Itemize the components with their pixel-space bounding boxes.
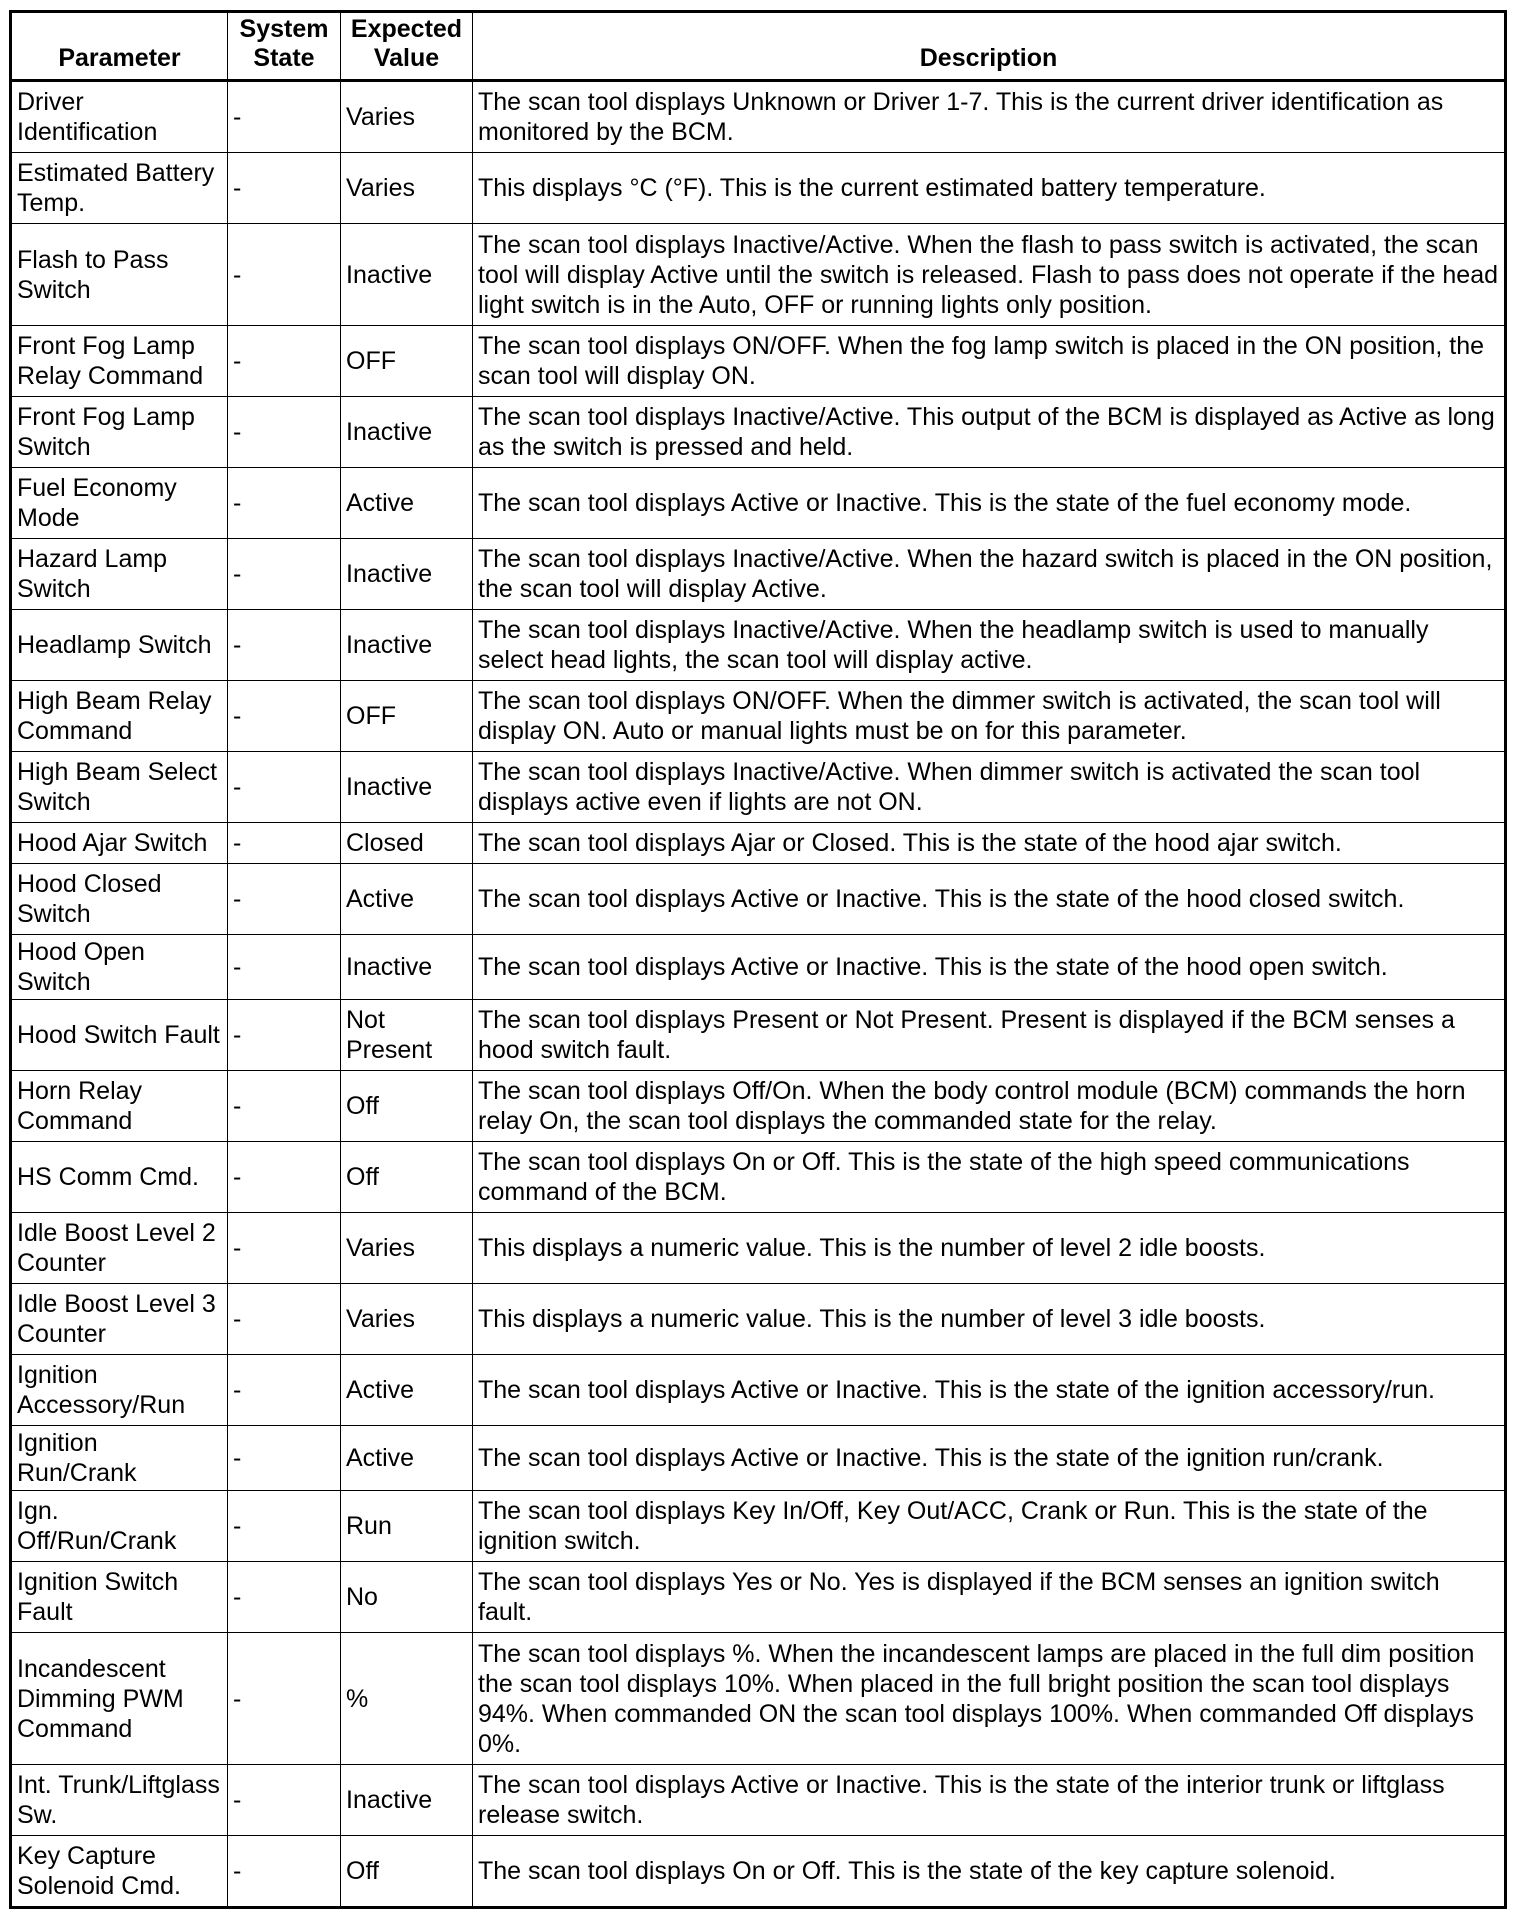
cell-description: The scan tool displays Unknown or Driver 1-7. This is the current driver identification as monitored by the BCM.	[473, 81, 1506, 153]
cell-parameter: Ignition Accessory/Run	[11, 1355, 228, 1426]
cell-description: The scan tool displays Inactive/Active. When the hazard switch is placed in the ON position, the scan tool will display Active.	[473, 539, 1506, 610]
cell-expected-value: No	[341, 1562, 473, 1633]
cell-expected-value: Off	[341, 1836, 473, 1908]
table-row	[11, 1213, 1506, 1284]
table-row	[11, 224, 1506, 326]
cell-system-state: -	[228, 81, 341, 153]
cell-parameter: HS Comm Cmd.	[11, 1142, 228, 1213]
cell-system-state: -	[228, 935, 341, 1000]
cell-expected-value: Not Present	[341, 1000, 473, 1071]
cell-description: The scan tool displays Active or Inactive. This is the state of the ignition run/crank.	[473, 1426, 1506, 1491]
cell-expected-value: Inactive	[341, 610, 473, 681]
cell-parameter: Flash to Pass Switch	[11, 224, 228, 326]
cell-parameter: Hood Closed Switch	[11, 864, 228, 935]
cell-description: The scan tool displays ON/OFF. When the dimmer switch is activated, the scan tool will display ON. Auto or manual lights must be on for this parameter.	[473, 681, 1506, 752]
cell-description: The scan tool displays Inactive/Active. When the headlamp switch is used to manually select head lights, the scan tool will display active.	[473, 610, 1506, 681]
table-row	[11, 1426, 1506, 1491]
table-row	[11, 468, 1506, 539]
table-row	[11, 1633, 1506, 1765]
table-row	[11, 823, 1506, 864]
table-row	[11, 1765, 1506, 1836]
cell-system-state: -	[228, 1000, 341, 1071]
table-row	[11, 1491, 1506, 1562]
cell-system-state: -	[228, 1426, 341, 1491]
cell-description: The scan tool displays Inactive/Active. When dimmer switch is activated the scan tool displays active even if lights are not ON.	[473, 752, 1506, 823]
cell-expected-value: Inactive	[341, 224, 473, 326]
cell-description: The scan tool displays Key In/Off, Key Out/ACC, Crank or Run. This is the state of the ignition switch.	[473, 1491, 1506, 1562]
cell-parameter: Hood Ajar Switch	[11, 823, 228, 864]
cell-description: The scan tool displays Active or Inactive. This is the state of the hood closed switch.	[473, 864, 1506, 935]
cell-expected-value: Off	[341, 1142, 473, 1213]
cell-parameter: High Beam Select Switch	[11, 752, 228, 823]
cell-parameter: Key Capture Solenoid Cmd.	[11, 1836, 228, 1908]
cell-parameter: Ignition Run/Crank	[11, 1426, 228, 1491]
cell-expected-value: Active	[341, 1355, 473, 1426]
table-row	[11, 1562, 1506, 1633]
table-row	[11, 1071, 1506, 1142]
table-row	[11, 610, 1506, 681]
cell-parameter: Estimated Battery Temp.	[11, 153, 228, 224]
cell-description: This displays a numeric value. This is the number of level 2 idle boosts.	[473, 1213, 1506, 1284]
table-row	[11, 1355, 1506, 1426]
cell-expected-value: Inactive	[341, 752, 473, 823]
table-row	[11, 1142, 1506, 1213]
cell-parameter: Ignition Switch Fault	[11, 1562, 228, 1633]
cell-system-state: -	[228, 1491, 341, 1562]
cell-system-state: -	[228, 752, 341, 823]
cell-system-state: -	[228, 326, 341, 397]
cell-system-state: -	[228, 1836, 341, 1908]
cell-expected-value: Varies	[341, 81, 473, 153]
cell-parameter: Hazard Lamp Switch	[11, 539, 228, 610]
cell-expected-value: Inactive	[341, 935, 473, 1000]
cell-expected-value: Varies	[341, 1213, 473, 1284]
cell-parameter: Fuel Economy Mode	[11, 468, 228, 539]
cell-parameter: Front Fog Lamp Switch	[11, 397, 228, 468]
cell-description: The scan tool displays ON/OFF. When the fog lamp switch is placed in the ON position, the scan tool will display ON.	[473, 326, 1506, 397]
cell-system-state: -	[228, 1765, 341, 1836]
header-expected-value: Expected Value	[341, 12, 473, 81]
cell-system-state: -	[228, 539, 341, 610]
cell-system-state: -	[228, 1142, 341, 1213]
header-parameter: Parameter	[11, 12, 228, 81]
cell-parameter: Front Fog Lamp Relay Command	[11, 326, 228, 397]
cell-system-state: -	[228, 1562, 341, 1633]
cell-description: This displays a numeric value. This is the number of level 3 idle boosts.	[473, 1284, 1506, 1355]
cell-description: The scan tool displays Active or Inactive. This is the state of the interior trunk or liftglass release switch.	[473, 1765, 1506, 1836]
cell-parameter: Horn Relay Command	[11, 1071, 228, 1142]
table-row	[11, 1836, 1506, 1908]
cell-system-state: -	[228, 397, 341, 468]
parameter-table	[9, 10, 1507, 1909]
cell-parameter: Ign. Off/Run/Crank	[11, 1491, 228, 1562]
cell-system-state: -	[228, 681, 341, 752]
cell-system-state: -	[228, 1355, 341, 1426]
header-description: Description	[473, 12, 1506, 81]
table-row	[11, 397, 1506, 468]
table-row	[11, 935, 1506, 1000]
table-row	[11, 153, 1506, 224]
cell-expected-value: Off	[341, 1071, 473, 1142]
cell-parameter: Int. Trunk/Liftglass Sw.	[11, 1765, 228, 1836]
cell-expected-value: OFF	[341, 326, 473, 397]
cell-system-state: -	[228, 610, 341, 681]
cell-expected-value: Inactive	[341, 1765, 473, 1836]
cell-parameter: Headlamp Switch	[11, 610, 228, 681]
table-row	[11, 1000, 1506, 1071]
cell-expected-value: Active	[341, 1426, 473, 1491]
cell-expected-value: OFF	[341, 681, 473, 752]
cell-description: The scan tool displays On or Off. This is the state of the high speed communications command of the BCM.	[473, 1142, 1506, 1213]
cell-expected-value: Active	[341, 864, 473, 935]
table-row	[11, 326, 1506, 397]
cell-system-state: -	[228, 823, 341, 864]
cell-system-state: -	[228, 1633, 341, 1765]
table-row	[11, 539, 1506, 610]
cell-description: The scan tool displays Active or Inactive. This is the state of the ignition accessory/run.	[473, 1355, 1506, 1426]
cell-system-state: -	[228, 864, 341, 935]
cell-expected-value: Active	[341, 468, 473, 539]
cell-description: The scan tool displays Inactive/Active. This output of the BCM is displayed as Active as long as the switch is pressed and held.	[473, 397, 1506, 468]
cell-system-state: -	[228, 468, 341, 539]
cell-parameter: Hood Open Switch	[11, 935, 228, 1000]
cell-parameter: Idle Boost Level 2 Counter	[11, 1213, 228, 1284]
table-row	[11, 81, 1506, 153]
table-header-row	[11, 12, 1506, 81]
cell-parameter: High Beam Relay Command	[11, 681, 228, 752]
table-row	[11, 864, 1506, 935]
cell-description: The scan tool displays Yes or No. Yes is displayed if the BCM senses an ignition switch fault.	[473, 1562, 1506, 1633]
cell-expected-value: %	[341, 1633, 473, 1765]
table-row	[11, 1284, 1506, 1355]
cell-description: The scan tool displays Active or Inactive. This is the state of the fuel economy mode.	[473, 468, 1506, 539]
header-system-state: System State	[228, 12, 341, 81]
cell-parameter: Hood Switch Fault	[11, 1000, 228, 1071]
cell-expected-value: Inactive	[341, 539, 473, 610]
cell-description: This displays °C (°F). This is the current estimated battery temperature.	[473, 153, 1506, 224]
cell-system-state: -	[228, 153, 341, 224]
cell-system-state: -	[228, 224, 341, 326]
cell-expected-value: Closed	[341, 823, 473, 864]
cell-expected-value: Inactive	[341, 397, 473, 468]
cell-description: The scan tool displays On or Off. This is the state of the key capture solenoid.	[473, 1836, 1506, 1908]
cell-expected-value: Varies	[341, 153, 473, 224]
cell-expected-value: Run	[341, 1491, 473, 1562]
cell-description: The scan tool displays Inactive/Active. When the flash to pass switch is activated, the scan tool will display Active until the switch is released. Flash to pass does not operate if the head light switch is in the Auto, OFF or running lights only position.	[473, 224, 1506, 326]
cell-parameter: Idle Boost Level 3 Counter	[11, 1284, 228, 1355]
cell-description: The scan tool displays Off/On. When the body control module (BCM) commands the horn relay On, the scan tool displays the commanded state for the relay.	[473, 1071, 1506, 1142]
cell-description: The scan tool displays Present or Not Present. Present is displayed if the BCM senses a hood switch fault.	[473, 1000, 1506, 1071]
table-row	[11, 681, 1506, 752]
cell-system-state: -	[228, 1071, 341, 1142]
cell-parameter: Incandescent Dimming PWM Command	[11, 1633, 228, 1765]
cell-system-state: -	[228, 1284, 341, 1355]
cell-parameter: Driver Identification	[11, 81, 228, 153]
cell-system-state: -	[228, 1213, 341, 1284]
cell-description: The scan tool displays Active or Inactive. This is the state of the hood open switch.	[473, 935, 1506, 1000]
cell-description: The scan tool displays Ajar or Closed. This is the state of the hood ajar switch.	[473, 823, 1506, 864]
cell-expected-value: Varies	[341, 1284, 473, 1355]
table-row	[11, 752, 1506, 823]
cell-description: The scan tool displays %. When the incandescent lamps are placed in the full dim position the scan tool displays 10%. When placed in the full bright position the scan tool displays 94%. When commanded ON the scan tool displays 100%. When commanded Off displays 0%.	[473, 1633, 1506, 1765]
